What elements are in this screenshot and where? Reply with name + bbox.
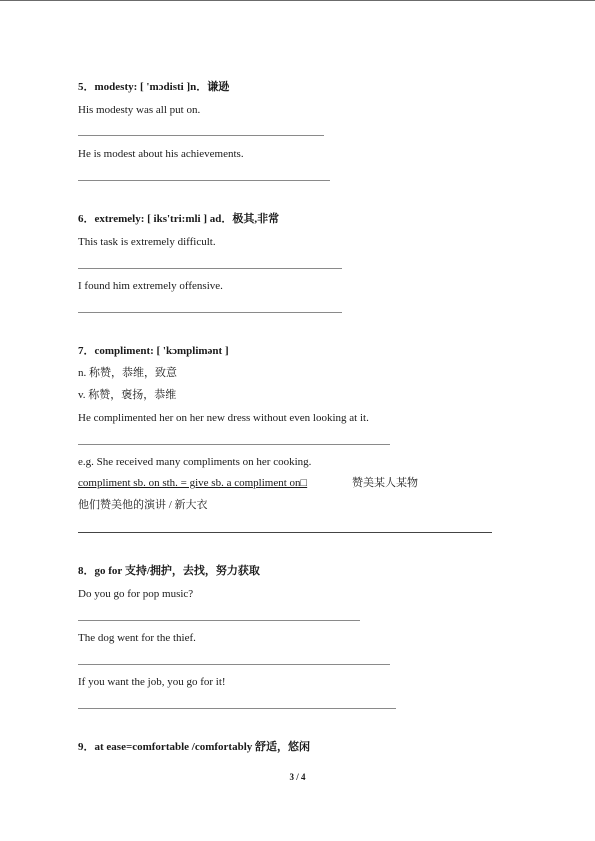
answer-line[interactable] <box>78 532 492 533</box>
top-rule <box>0 0 595 1</box>
verb-definition: v. 称赞，褒扬，恭维 <box>78 389 177 401</box>
phrase-meaning: 赞美某人某物 <box>352 477 418 489</box>
answer-line[interactable] <box>78 708 396 709</box>
noun-definition: n. 称赞，恭维，致意 <box>78 367 177 379</box>
answer-line[interactable] <box>78 135 324 136</box>
example-sentence: His modesty was all put on. <box>78 104 201 116</box>
example-sentence: This task is extremely difficult. <box>78 236 216 248</box>
translation-task: 他们赞美他的演讲 / 新大衣 <box>78 499 208 511</box>
example-sentence: I found him extremely offensive. <box>78 280 223 292</box>
answer-line[interactable] <box>78 620 360 621</box>
example-sentence: If you want the job, you go for it! <box>78 676 226 688</box>
heading-modesty: 5．modesty: [ 'mɔdisti ]n．谦逊 <box>78 81 230 93</box>
example-sentence: The dog went for the thief. <box>78 632 196 644</box>
eg-sentence: e.g. She received many compliments on her cooking. <box>78 456 312 468</box>
example-sentence: Do you go for pop music? <box>78 588 194 600</box>
answer-line[interactable] <box>78 312 342 313</box>
page-number: 3 / 4 <box>289 772 306 782</box>
example-sentence: He complimented her on her new dress without even looking at it. <box>78 412 369 424</box>
heading-compliment: 7．compliment: [ 'kɔmplimənt ] <box>78 345 229 357</box>
heading-go-for: 8．go for 支持/拥护，去找，努力获取 <box>78 565 260 577</box>
heading-at-ease: 9．at ease=comfortable /comfortably 舒适，悠闲 <box>78 741 311 753</box>
answer-line[interactable] <box>78 268 342 269</box>
answer-line[interactable] <box>78 444 390 445</box>
heading-extremely: 6．extremely: [ iks'tri:mli ] ad．极其,非常 <box>78 213 280 225</box>
example-sentence: He is modest about his achievements. <box>78 148 244 160</box>
phrase-pattern: compliment sb. on sth. = give sb. a compliment on□ <box>78 477 308 489</box>
answer-line[interactable] <box>78 180 330 181</box>
answer-line[interactable] <box>78 664 390 665</box>
